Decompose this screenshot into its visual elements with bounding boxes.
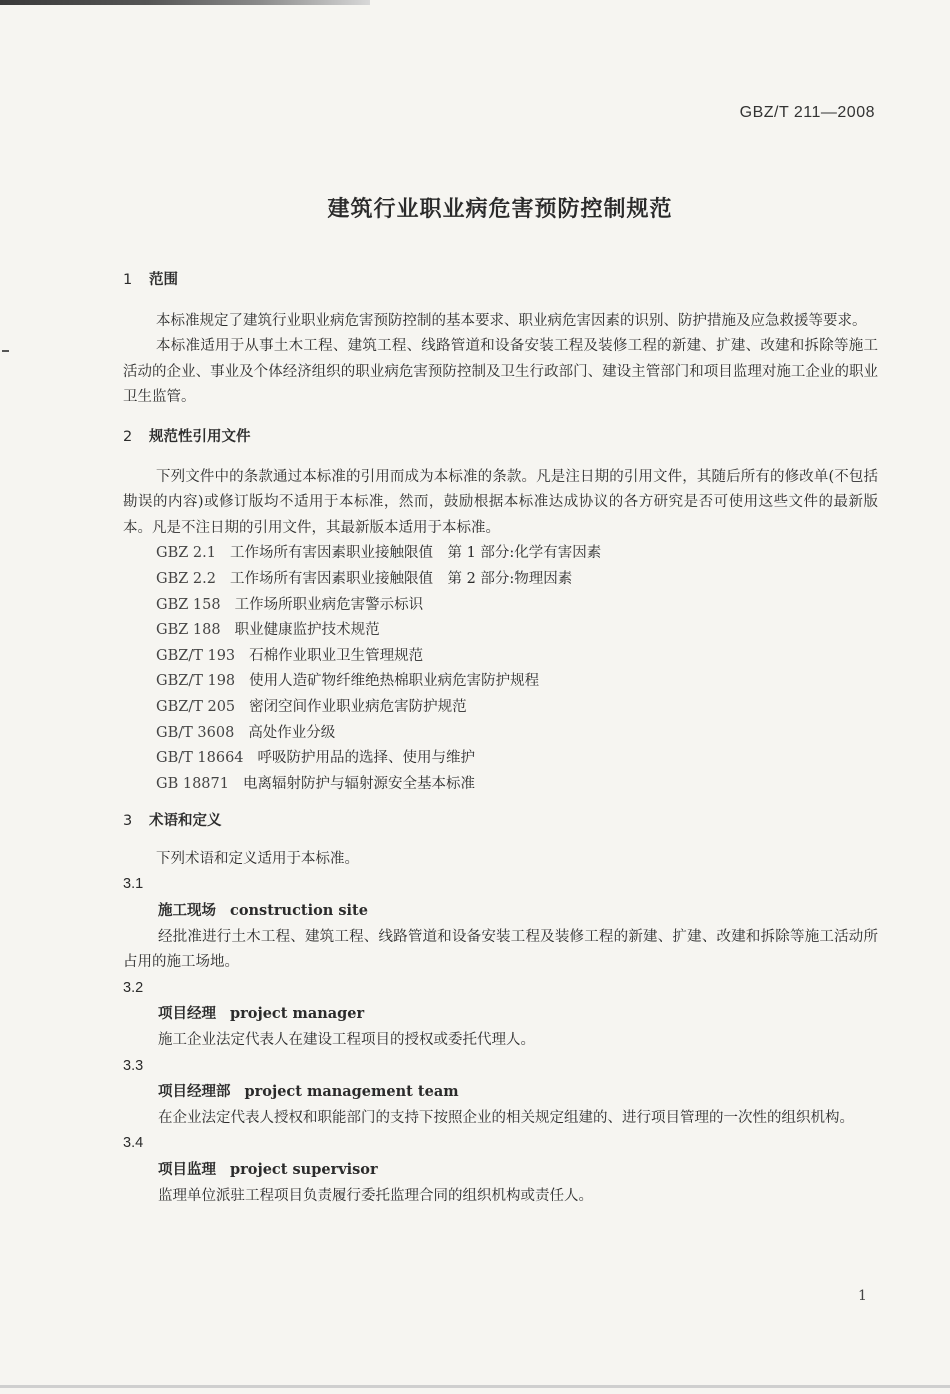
term-number: 3.4 [123, 1135, 144, 1152]
reference-code: GBZ 158 [156, 596, 221, 613]
reference-name: 职业健康监护技术规范 [234, 622, 380, 639]
term-english: project management team [244, 1083, 459, 1101]
list-item [123, 618, 878, 644]
section-number: 1 [123, 272, 133, 288]
term-number: 3.1 [123, 876, 144, 893]
term-heading [123, 1079, 878, 1106]
reference-code: GBZ 2.2 [156, 570, 216, 587]
term-chinese: 项目经理 [158, 1006, 216, 1023]
scan-bottom-edge [0, 1385, 950, 1388]
section-heading-normative-references [123, 425, 878, 451]
page-number: 1 [858, 1288, 867, 1304]
reference-name: 石棉作业职业卫生管理规范 [249, 647, 424, 664]
term-english: project manager [230, 1005, 365, 1023]
reference-code: GBZ 188 [156, 622, 221, 639]
paragraph: 本标准适用于从事土木工程、建筑工程、线路管道和设备安装工程及装修工程的新建、扩建、改建和拆除等施工活动的企业、事业及个体经济组织的职业病危害预防控制及卫生行政部门、建设主管部门和项目监理对施工企业的职业卫生监管。 [123, 338, 878, 406]
standard-code: GBZ/T 211—2008 [739, 104, 875, 121]
term-heading [123, 1157, 878, 1184]
paragraph: 下列文件中的条款通过本标准的引用而成为本标准的条款。凡是注日期的引用文件，其随后所有的修改单(不包括勘误的内容)或修订版均不适用于本标准，然而，鼓励根据本标准达成协议的各方研究是否可使用这些文件的最新版本。凡是不注日期的引用文件，其最新版本适用于本标准。 [123, 468, 878, 536]
term-definition: 在企业法定代表人授权和职能部门的支持下按照企业的相关规定组建的、进行项目管理的一次性的组织机构。 [158, 1109, 854, 1126]
term-chinese: 施工现场 [158, 903, 216, 920]
reference-code: GB/T 18664 [156, 750, 244, 767]
list-item [123, 746, 878, 772]
reference-code: GB 18871 [156, 775, 229, 792]
reference-code: GBZ 2.1 [156, 545, 216, 562]
paragraph: 下列术语和定义适用于本标准。 [156, 850, 359, 867]
term-chinese: 项目监理 [158, 1162, 216, 1178]
reference-code: GBZ/T 198 [156, 673, 236, 690]
reference-list [123, 541, 878, 797]
term-number: 3.2 [123, 979, 144, 996]
section-heading-scope [123, 268, 878, 294]
term-heading [123, 1001, 878, 1028]
term-english: construction site [230, 902, 368, 920]
reference-name: 电离辐射防护与辐射源安全基本标准 [242, 775, 475, 792]
section-heading-terms-definitions [123, 809, 878, 835]
list-item [123, 772, 878, 798]
reference-name: 工作场所有害因素职业接触限值 第 2 部分:物理因素 [229, 570, 573, 587]
scan-top-edge [0, 0, 370, 5]
section-number: 2 [123, 428, 133, 445]
list-item [123, 695, 878, 721]
list-item [123, 644, 878, 670]
list-item [123, 541, 878, 567]
section-title: 术语和定义 [149, 813, 222, 830]
reference-name: 工作场所有害因素职业接触限值 第 1 部分:化学有害因素 [229, 545, 602, 562]
section-title: 范围 [149, 272, 178, 288]
term-chinese: 项目经理部 [158, 1084, 231, 1101]
section-number: 3 [123, 813, 133, 830]
reference-code: GBZ/T 193 [156, 647, 236, 664]
reference-code: GBZ/T 205 [156, 698, 236, 715]
reference-name: 呼吸防护用品的选择、使用与维护 [257, 750, 476, 767]
document-title: 建筑行业职业病危害预防控制规范 [327, 197, 673, 222]
term-number: 3.3 [123, 1057, 144, 1074]
reference-name: 使用人造矿物纤维绝热棉职业病危害防护规程 [249, 673, 540, 690]
reference-name: 密闭空间作业职业病危害防护规范 [249, 698, 467, 715]
list-item [123, 593, 878, 619]
list-item [123, 567, 878, 593]
scan-margin-mark [2, 350, 9, 352]
reference-code: GB/T 3608 [156, 724, 235, 741]
reference-name: 高处作业分级 [248, 724, 336, 741]
term-definition: 经批准进行土木工程、建筑工程、线路管道和设备安装工程及装修工程的新建、扩建、改建和拆除等施工活动所占用的施工场地。 [123, 928, 878, 971]
section-title: 规范性引用文件 [149, 428, 251, 445]
term-definition: 监理单位派驻工程项目负责履行委托监理合同的组织机构或责任人。 [158, 1187, 593, 1204]
reference-name: 工作场所职业病危害警示标识 [234, 596, 424, 613]
document-body [123, 268, 878, 1209]
list-item [123, 721, 878, 747]
term-heading [123, 898, 878, 925]
term-english: project supervisor [230, 1161, 378, 1178]
list-item [123, 669, 878, 695]
paragraph: 本标准规定了建筑行业职业病危害预防控制的基本要求、职业病危害因素的识别、防护措施及应急救援等要求。 [156, 312, 867, 329]
term-definition: 施工企业法定代表人在建设工程项目的授权或委托代理人。 [158, 1032, 535, 1049]
